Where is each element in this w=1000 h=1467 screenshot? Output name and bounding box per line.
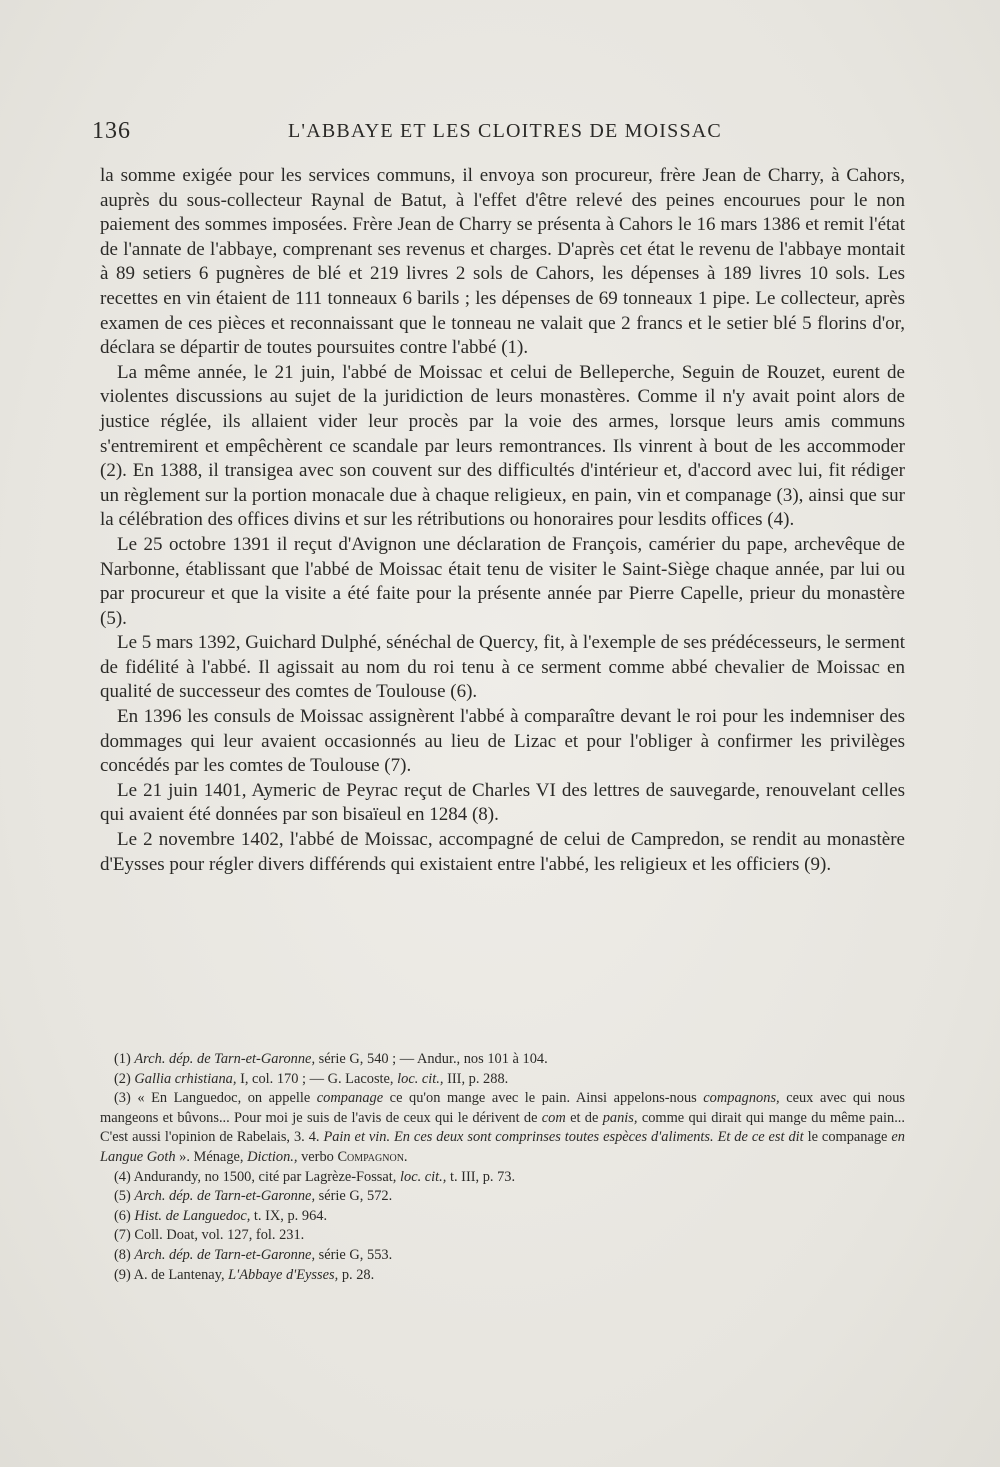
- footnote-text: ce qu'on mange avec le pain. Ainsi appelons-nous: [383, 1090, 704, 1107]
- footnote-3: [100, 1089, 905, 1167]
- footnote-6: [100, 1207, 905, 1227]
- footnote-text: III, p. 288.: [443, 1070, 509, 1087]
- footnote-text: I, col. 170 ; — G. Lacoste,: [236, 1070, 398, 1087]
- footnote-7: [100, 1226, 905, 1246]
- footnote-4: [100, 1168, 905, 1188]
- footnote-italic: compagnons,: [703, 1090, 780, 1107]
- footnote-5: [100, 1187, 905, 1207]
- footnote-9: [100, 1266, 905, 1286]
- footnote-number: (2): [114, 1070, 131, 1087]
- page-number: 136: [92, 118, 131, 144]
- footnote-text: Coll. Doat, vol. 127, fol. 231.: [130, 1227, 305, 1244]
- footnote-number: (7): [114, 1227, 131, 1244]
- footnote-number: (9): [114, 1266, 131, 1283]
- footnote-text: série G, 572.: [315, 1188, 393, 1205]
- book-title: L'ABBAYE ET LES CLOITRES DE MOISSAC: [288, 120, 722, 142]
- footnote-text: ceux avec qui nous mangeons et bûvons... Pour moi je suis de l'avis de ceux qui le dérivent de: [100, 1090, 905, 1126]
- footnote-text: t. III, p. 73.: [446, 1168, 516, 1185]
- footnote-source: loc. cit.,: [397, 1070, 444, 1087]
- footnote-source: loc. cit.,: [400, 1168, 447, 1185]
- footnote-text: t. IX, p. 964.: [250, 1207, 328, 1224]
- footnote-number: (6): [114, 1207, 131, 1224]
- footnote-source: L'Abbaye d'Eysses,: [228, 1266, 339, 1283]
- footnote-text: Andurandy, no 1500, cité par Lagrèze-Fossat,: [130, 1168, 400, 1185]
- footnote-number: (3): [114, 1090, 131, 1107]
- footnote-source: Hist. de Languedoc,: [134, 1207, 251, 1224]
- footnote-8: [100, 1246, 905, 1266]
- paragraph: Le 21 juin 1401, Aymeric de Peyrac reçut de Charles VI des lettres de sauvegarde, renouvelant celles qui avaient été données par son bisaïeul en 1284 (8).: [100, 779, 905, 826]
- footnote-text: série G, 540 ; — Andur., nos 101 à 104.: [315, 1051, 548, 1067]
- footnote-text: p. 28.: [338, 1266, 375, 1283]
- footnote-italic: Pain et vin. En ces deux sont comprinses toutes espèces d'aliments. Et de ce est dit: [323, 1129, 804, 1146]
- footnote-italic: panis,: [602, 1109, 638, 1126]
- footnote-text: comme qui dirait qui mange du même pain... C'est aussi l'opinion de Rabelais, 3. 4.: [100, 1109, 906, 1146]
- footnote-smallcaps: Compagnon: [337, 1148, 404, 1165]
- body-text: [100, 164, 905, 877]
- paragraph: La même année, le 21 juin, l'abbé de Moissac et celui de Belleperche, Seguin de Rouzet, eurent de violentes discussions au sujet de la juridiction de leurs monastères. Comme il n'y avait point alors de justice réglée, ils allaient vider leur procès par la voie des armes, lorsque leurs amis communs s'entremirent et empêchèrent ce scandale par leurs remontrances. Ils vinrent à bout de les accommoder (2). En 1388, il transigea avec son couvent sur des difficultés d'intérieur et, d'accord avec lui, fit rédiger un règlement sur la portion monacale due à chaque religieux, en pain, vin et companage (3), ainsi que sur la célébration des offices divins et sur les rétributions ou honoraires pour lesdits offices (4).: [100, 361, 905, 531]
- footnote-1: [100, 1050, 905, 1070]
- footnote-text: le companage: [803, 1129, 892, 1146]
- footnotes: [100, 1050, 905, 1285]
- paragraph: En 1396 les consuls de Moissac assignèrent l'abbé à comparaître devant le roi pour les indemniser des dommages qui leur avaient occasionnés au lieu de Lizac et pour l'obliger à confirmer les privilèges concédés par les comtes de Toulouse (7).: [100, 706, 905, 777]
- footnote-italic: companage: [316, 1090, 384, 1107]
- footnote-text: verbo: [297, 1148, 338, 1165]
- footnote-source: Gallia crhistiana,: [134, 1070, 237, 1087]
- footnote-source: Arch. dép. de Tarn-et-Garonne,: [134, 1246, 316, 1263]
- footnote-italic: com: [541, 1109, 566, 1126]
- footnote-text: .: [403, 1148, 408, 1165]
- footnote-number: (4): [114, 1168, 131, 1185]
- footnote-number: (5): [114, 1188, 131, 1205]
- paragraph: Le 5 mars 1392, Guichard Dulphé, sénéchal de Quercy, fit, à l'exemple de ses prédécesseurs, le serment de fidélité à l'abbé. Il agissait au nom du roi tenu à ce serment comme abbé chevalier de Moissac en qualité de successeur des comtes de Toulouse (6).: [100, 632, 905, 703]
- footnote-text: « En Languedoc, on appelle: [130, 1090, 317, 1107]
- paragraph: la somme exigée pour les services communs, il envoya son procureur, frère Jean de Charry, à Cahors, auprès du sous-collecteur Raynal de Batut, à l'effet d'être relevé des peines encourues pour le non paiement des sommes imposées. Frère Jean de Charry se présenta à Cahors le 16 mars 1386 et remit l'état de l'annate de l'abbaye, comprenant ses revenus et charges. D'après cet état le revenu de l'abbaye montait à 89 setiers 6 pugnères de blé et 219 livres 2 sols de Cahors, les dépenses à 189 livres 10 sols. Les recettes en vin étaient de 111 tonneaux 6 barils ; les dépenses de 69 tonneaux 1 pipe. Le collecteur, après examen de ces pièces et reconnaissant que le tonneau ne valait que 2 francs et le setier blé 5 florins d'or, déclara se départir de toutes poursuites contre l'abbé (1).: [100, 165, 905, 359]
- footnote-number: (1): [114, 1051, 131, 1067]
- footnote-source: Arch. dép. de Tarn-et-Garonne,: [134, 1051, 316, 1067]
- footnote-italic: en Langue Goth: [100, 1129, 905, 1165]
- footnote-source: Arch. dép. de Tarn-et-Garonne,: [134, 1188, 316, 1205]
- paragraph: Le 2 novembre 1402, l'abbé de Moissac, accompagné de celui de Campredon, se rendit au monastère d'Eysses pour régler divers différends qui existaient entre l'abbé, les religieux et les officiers (9).: [100, 829, 905, 875]
- footnote-text: et de: [565, 1109, 603, 1126]
- footnote-text: ». Ménage,: [175, 1148, 248, 1165]
- footnote-number: (8): [114, 1246, 131, 1263]
- paragraph: Le 25 octobre 1391 il reçut d'Avignon une déclaration de François, camérier du pape, archevêque de Narbonne, établissant que l'abbé de Moissac était tenu de visiter le Saint-Siège chaque année, par lui ou par procureur et que la visite a été faite pour la présente année par Pierre Capelle, prieur du monastère (5).: [100, 533, 905, 629]
- footnote-2: [100, 1070, 905, 1090]
- footnote-text: A. de Lantenay,: [130, 1266, 229, 1283]
- footnote-italic: Diction.,: [247, 1148, 298, 1165]
- footnote-text: série G, 553.: [315, 1246, 393, 1263]
- running-head: [92, 118, 908, 148]
